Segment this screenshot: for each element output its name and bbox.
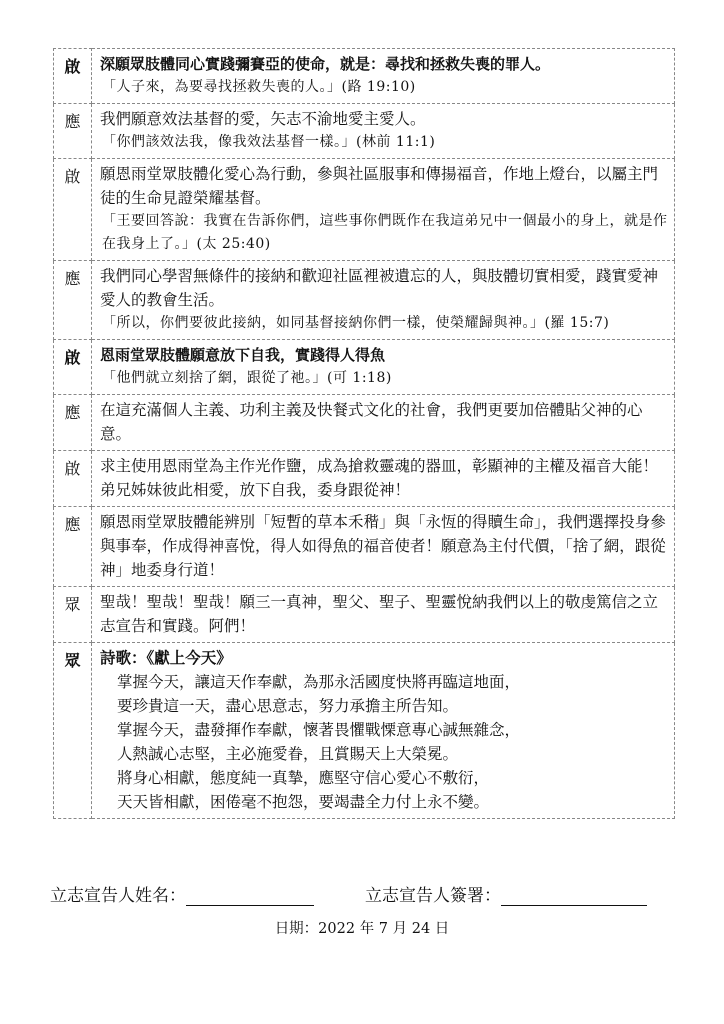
declaration-text: 聖哉！聖哉！聖哉！願三一真神，聖父、聖子、聖靈悅納我們以上的敬虔篤信之立志宣告和實踐。阿們！ (100, 593, 659, 635)
role-cell: 啟 (54, 159, 92, 261)
role-cell: 應 (54, 104, 92, 159)
text-cell (92, 395, 675, 451)
signature-label: 立志宣告人簽署： (365, 886, 501, 906)
text-cell (92, 261, 675, 340)
poem-row (54, 643, 675, 819)
litany-table (53, 48, 675, 819)
litany-row (54, 49, 675, 104)
role-cell: 眾 (54, 643, 92, 819)
declaration-text: 深願眾肢體同心實踐彌賽亞的使命，就是：尋找和拯救失喪的罪人。 (100, 55, 551, 73)
signature-line[interactable] (501, 887, 647, 906)
poem-line: 掌握今天，盡發揮作奉獻，懷著畏懼戰慄意專心誠無雜念， (117, 721, 521, 739)
text-cell (92, 507, 675, 587)
role-cell: 啟 (54, 49, 92, 104)
role-cell: 應 (54, 261, 92, 340)
text-cell (92, 451, 675, 507)
litany-row (54, 340, 675, 395)
litany-row (54, 159, 675, 261)
scripture-quote: 「所以，你們要彼此接納，如同基督接納你們一樣，使榮耀歸與神。」(羅 15:7) (102, 315, 610, 331)
scripture-quote: 「他們就立刻捨了網，跟從了祂。」(可 1:18) (102, 370, 392, 386)
text-cell (92, 159, 675, 261)
role-cell: 啟 (54, 451, 92, 507)
role-cell: 應 (54, 507, 92, 587)
litany-row (54, 451, 675, 507)
text-cell (92, 104, 675, 159)
role-cell: 啟 (54, 340, 92, 395)
name-field[interactable] (50, 881, 314, 906)
scripture-quote: 「你們該效法我，像我效法基督一樣。」(林前 11:1) (102, 134, 436, 150)
text-cell (92, 340, 675, 395)
poem-line: 要珍貴這一天，盡心思意志，努力承擔主所告知。 (117, 697, 459, 715)
name-label: 立志宣告人姓名： (50, 886, 186, 906)
poem-line: 人熱誠心志堅，主必施愛眷，且賞賜天上大榮冕。 (117, 745, 459, 763)
name-line[interactable] (186, 887, 314, 906)
poem-line: 掌握今天，讓這天作奉獻，為那永活國度快將再臨這地面， (117, 673, 521, 691)
litany-row (54, 261, 675, 340)
declaration-text: 我們願意效法基督的愛，矢志不渝地愛主愛人。 (100, 110, 426, 128)
poem-line: 將身心相獻，態度純一真摯，應堅守信心愛心不敷衍， (117, 769, 490, 787)
date-line: 日期：2022 年 7 月 24 日 (274, 921, 450, 937)
declaration-text: 願恩雨堂眾肢體能辨別「短暫的草本禾稭」與「永恆的得贖生命」，我們選擇投身參與事奉，作成得神喜悅，得人如得魚的福音使者！願意為主付代價，「捨了網，跟從神」地委身行道！ (100, 513, 666, 579)
declaration-text: 願恩雨堂眾肢體化愛心為行動，參與社區服事和傳揚福音，作地上燈台，以屬主門徒的生命見證榮耀基督。 (100, 165, 659, 207)
litany-row (54, 587, 675, 643)
text-cell (92, 49, 675, 104)
scripture-quote: 「王要回答說：我實在告訴你們，這些事你們既作在我這弟兄中一個最小的身上，就是作在我身上了。」(太 25:40) (102, 213, 668, 252)
declaration-text: 求主使用恩雨堂為主作光作鹽，成為搶救靈魂的器皿，彰顯神的主權及福音大能！弟兄姊妹彼此相愛，放下自我，委身跟從神！ (100, 457, 659, 499)
scripture-quote: 「人子來，為要尋找拯救失喪的人。」(路 19:10) (102, 79, 416, 95)
signature-field[interactable] (365, 881, 647, 906)
litany-row (54, 104, 675, 159)
declaration-text: 恩雨堂眾肢體願意放下自我，實踐得人得魚 (100, 346, 386, 364)
declaration-text: 在這充滿個人主義、功利主義及快餐式文化的社會，我們更要加倍體貼父神的心意。 (100, 401, 643, 443)
role-cell: 應 (54, 395, 92, 451)
declaration-text: 我們同心學習無條件的接納和歡迎社區裡被遺忘的人，與肢體切實相愛，踐實愛神愛人的教會生活。 (100, 267, 659, 309)
text-cell (92, 587, 675, 643)
litany-row (54, 395, 675, 451)
poem-title: 詩歌：《獻上今天》 (100, 649, 232, 667)
poem-cell (92, 643, 675, 819)
litany-row (54, 507, 675, 587)
poem-line: 天天皆相獻，困倦毫不抱怨，要竭盡全力付上永不變。 (117, 793, 490, 811)
role-cell: 眾 (54, 587, 92, 643)
